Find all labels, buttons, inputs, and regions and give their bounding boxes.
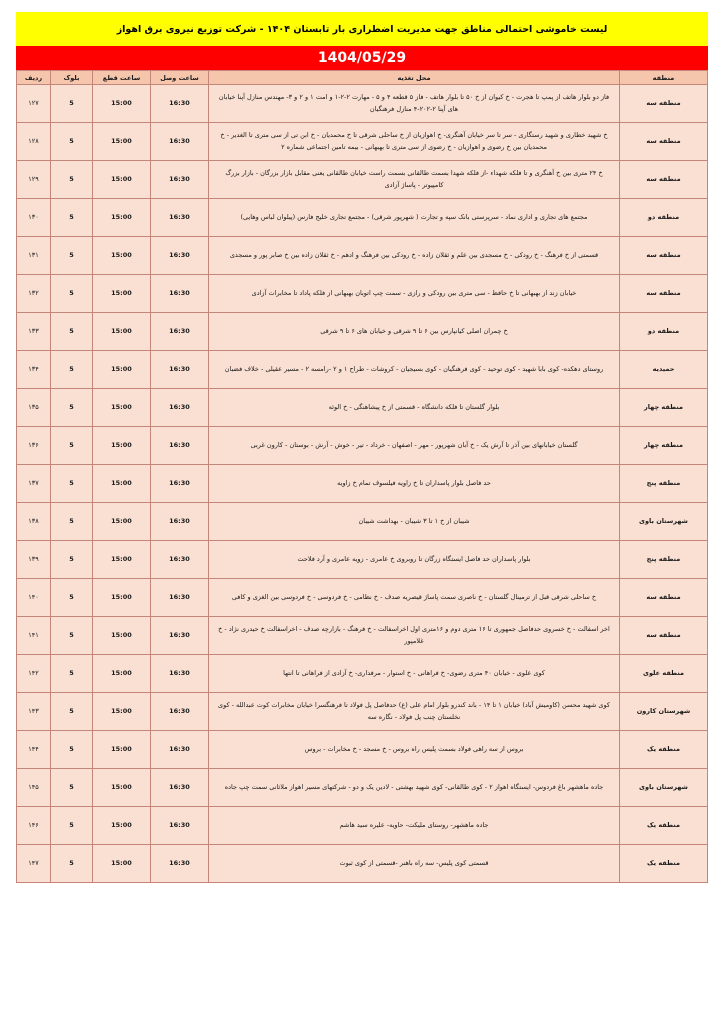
cell-location: خ ساحلی شرقی قبل از ترمینال گلستان - خ ناصری سمت پاساژ قیصریه صدف - خ نظامی - خ فردوسی - خ فردوسی بین الغزی و کافی: [209, 579, 620, 617]
table-row: [17, 161, 708, 199]
column-header-block: بلوک: [51, 71, 93, 85]
cell-time-on: 16:30: [151, 85, 209, 123]
cell-location: فاز دو بلوار هاتف از پمپ تا هجرت - خ کیوان از خ ۵۰ تا بلوار هاتف - فاز ۵ قطعه ۴ و ۵ - مهارت ۲-۲-۱ و امت ۱ و ۲ و ۳- مهندس منازل آپنا خیابان های آپنا ۲-۲۰۲-۴ منازل فرهنگیان: [209, 85, 620, 123]
cell-time-off: 15:00: [93, 313, 151, 351]
cell-location: قسمتی از خ فرهنگ - خ رودکی - خ مسجدی بین علم و ثقلان زاده - خ رودکی بین فرهنگ و ادهم - خ ثقلان زاده بین خ صابر پور و مسجدی: [209, 237, 620, 275]
cell-index: ۱۴۷: [17, 845, 51, 883]
cell-time-on: 16:30: [151, 465, 209, 503]
cell-index: ۱۲۷: [17, 85, 51, 123]
cell-index: ۱۴۶: [17, 807, 51, 845]
cell-index: ۱۳۷: [17, 465, 51, 503]
table-row: [17, 579, 708, 617]
cell-location: اخر اسفالت - خ خسروی حدفاصل جمهوری تا ۱۶ متری دوم و ۱۶متری اول اخراسفالت - خ فرهنگ - بازارچه صدف - اخراسفالت خ حیدری نژاد - خ غلامپور: [209, 617, 620, 655]
cell-time-off: 15:00: [93, 199, 151, 237]
cell-time-on: 16:30: [151, 313, 209, 351]
table-row: [17, 731, 708, 769]
cell-time-on: 16:30: [151, 351, 209, 389]
cell-time-on: 16:30: [151, 655, 209, 693]
cell-district: منطقه یک: [620, 731, 708, 769]
column-header-time-on: ساعت وصل: [151, 71, 209, 85]
cell-district: منطقه یک: [620, 807, 708, 845]
cell-time-off: 15:00: [93, 617, 151, 655]
cell-index: ۱۴۵: [17, 769, 51, 807]
cell-time-on: 16:30: [151, 693, 209, 731]
cell-district: منطقه سه: [620, 123, 708, 161]
cell-district: شهرستان کارون: [620, 693, 708, 731]
cell-time-off: 15:00: [93, 427, 151, 465]
cell-index: ۱۳۰: [17, 199, 51, 237]
cell-block: 5: [51, 123, 93, 161]
cell-district: حمیدیه: [620, 351, 708, 389]
table-row: [17, 845, 708, 883]
cell-location: بلوار پاسداران حد فاصل ایستگاه زرگان تا روبروی خ عامری - زویه عامری و آرد فلاحت: [209, 541, 620, 579]
cell-block: 5: [51, 693, 93, 731]
table-row: [17, 389, 708, 427]
cell-time-on: 16:30: [151, 845, 209, 883]
cell-block: 5: [51, 237, 93, 275]
table-row: [17, 123, 708, 161]
cell-time-on: 16:30: [151, 731, 209, 769]
cell-district: شهرستان باوی: [620, 769, 708, 807]
cell-time-off: 15:00: [93, 807, 151, 845]
cell-location: مجتمع های تجاری و اداری نماد - سرپرستی بانک سپه و تجارت ( شهرپور شرقی) - مجتمع تجاری خلیج فارس (پیلوان لباس وهایی): [209, 199, 620, 237]
column-header-location: محل تغذیه: [209, 71, 620, 85]
cell-time-on: 16:30: [151, 579, 209, 617]
cell-location: شیبان از خ ۱ تا ۳ شیبان - بهداشت شیبان: [209, 503, 620, 541]
cell-block: 5: [51, 541, 93, 579]
cell-location: حد فاصل بلوار پاسداران تا خ زاویه فیلسوف تمام خ زاویه: [209, 465, 620, 503]
cell-location: کوی علوی - خیابان ۴۰ متری رضوی- خ فراهانی - خ استوار - مرفداری- خ آزادی از فراهانی تا انتها: [209, 655, 620, 693]
cell-time-on: 16:30: [151, 123, 209, 161]
cell-block: 5: [51, 769, 93, 807]
cell-time-off: 15:00: [93, 123, 151, 161]
cell-index: ۱۴۱: [17, 617, 51, 655]
cell-location: کوی شهید محسن (کاومیش آباد) خیابان ۱ تا ۱۴ - باند کندرو بلوار امام علی (ع) حدفاصل پل فولاد تا فرهنگسرا خیابان مخابرات کوت عبدالله - کوی نخلستان چنب پل فولاد - نگاره سه: [209, 693, 620, 731]
cell-district: منطقه پنج: [620, 465, 708, 503]
cell-time-on: 16:30: [151, 161, 209, 199]
cell-time-off: 15:00: [93, 503, 151, 541]
cell-index: ۱۲۹: [17, 161, 51, 199]
cell-location: خیابان زند از بهبهانی تا خ حافظ - سی متری بین رودکی و رازی - سمت چپ اتوبان بهبهانی از فلکه پاداد تا مخابرات آزادی: [209, 275, 620, 313]
cell-time-on: 16:30: [151, 389, 209, 427]
table-row: [17, 617, 708, 655]
cell-district: منطقه سه: [620, 161, 708, 199]
table-row: [17, 769, 708, 807]
cell-index: ۱۳۳: [17, 313, 51, 351]
cell-time-on: 16:30: [151, 807, 209, 845]
cell-time-off: 15:00: [93, 161, 151, 199]
table-row: [17, 465, 708, 503]
cell-index: ۱۳۲: [17, 275, 51, 313]
cell-location: روستای دهکده- کوی بابا شهید - کوی توحید - کوی فرهنگیان - کوی بسیجیان - کروشات - طراح ۱ و ۲ -رامسه ۲ - مسیر عقیلی - خلاف فضبان: [209, 351, 620, 389]
cell-block: 5: [51, 845, 93, 883]
cell-location: بلوار گلستان تا فلکه دانشگاه - قسمتی از خ پیشاهنگی - خ الوئه: [209, 389, 620, 427]
cell-district: منطقه سه: [620, 579, 708, 617]
cell-district: منطقه سه: [620, 617, 708, 655]
table-header: [17, 71, 708, 85]
cell-index: ۱۴۲: [17, 655, 51, 693]
cell-district: منطقه چهار: [620, 427, 708, 465]
column-header-district: منطقه: [620, 71, 708, 85]
table-row: [17, 541, 708, 579]
cell-index: ۱۳۶: [17, 427, 51, 465]
cell-location: خ چمران اصلی کیانپارس بین ۶ تا ۹ شرقی و خیابان های ۶ تا ۹ شرقی: [209, 313, 620, 351]
cell-time-on: 16:30: [151, 541, 209, 579]
cell-location: جاده ماهشهر- روستای ملیکت- حاویه- علیره سید هاشم: [209, 807, 620, 845]
table-row: [17, 693, 708, 731]
cell-location: قسمتی کوی پلیس- سه راه باهنر -قسمتی از کوی ثبوت: [209, 845, 620, 883]
cell-block: 5: [51, 807, 93, 845]
cell-location: گلستان خیابانهای بین آذر تا آرش یک - خ آبان شهرپور - مهر - اصفهان - خرداد - تیر - خوش - آرش - بوستان - کارون غربی: [209, 427, 620, 465]
cell-time-on: 16:30: [151, 199, 209, 237]
cell-location: خ شهید خطاری و شهید رستگاری - سر تا سر خیابان آهنگری- خ اهوازیان از خ ساحلی شرقی تا خ محمدیان - خ ابن تی از سی متری تا الغدیر - خ محمدیان بین خ رضوی و اهوازیان - خ رضوی از سی متری تا بهبهانی - بیمه تامین اجتماعی شماره ۲: [209, 123, 620, 161]
cell-index: ۱۳۴: [17, 351, 51, 389]
cell-block: 5: [51, 465, 93, 503]
cell-block: 5: [51, 313, 93, 351]
table-body: [17, 85, 708, 883]
cell-time-off: 15:00: [93, 541, 151, 579]
date-banner: [16, 46, 708, 70]
cell-block: 5: [51, 579, 93, 617]
cell-index: ۱۴۰: [17, 579, 51, 617]
table-row: [17, 427, 708, 465]
cell-block: 5: [51, 161, 93, 199]
cell-block: 5: [51, 731, 93, 769]
cell-block: 5: [51, 275, 93, 313]
table-row: [17, 199, 708, 237]
cell-district: منطقه دو: [620, 313, 708, 351]
cell-district: منطقه سه: [620, 275, 708, 313]
cell-time-off: 15:00: [93, 237, 151, 275]
table-row: [17, 237, 708, 275]
cell-time-on: 16:30: [151, 769, 209, 807]
cell-time-off: 15:00: [93, 655, 151, 693]
cell-time-on: 16:30: [151, 237, 209, 275]
cell-time-off: 15:00: [93, 465, 151, 503]
cell-index: ۱۳۱: [17, 237, 51, 275]
cell-time-off: 15:00: [93, 731, 151, 769]
cell-index: ۱۳۹: [17, 541, 51, 579]
cell-time-off: 15:00: [93, 85, 151, 123]
cell-time-off: 15:00: [93, 275, 151, 313]
cell-block: 5: [51, 503, 93, 541]
cell-time-off: 15:00: [93, 693, 151, 731]
cell-block: 5: [51, 389, 93, 427]
table-row: [17, 351, 708, 389]
cell-block: 5: [51, 199, 93, 237]
cell-time-on: 16:30: [151, 617, 209, 655]
table-header-row: [17, 71, 708, 85]
page-title: لیست خاموشی احتمالی مناطق جهت مدیریت اضطراری بار تابستان ۱۴۰۴ - شرکت توزیع نیروی برق اهواز: [116, 23, 608, 35]
cell-block: 5: [51, 427, 93, 465]
schedule-date: 1404/05/29: [317, 50, 407, 66]
cell-time-on: 16:30: [151, 275, 209, 313]
cell-index: ۱۲۸: [17, 123, 51, 161]
table-row: [17, 275, 708, 313]
table-row: [17, 655, 708, 693]
cell-time-off: 15:00: [93, 389, 151, 427]
column-header-index: ردیف: [17, 71, 51, 85]
cell-block: 5: [51, 85, 93, 123]
cell-location: جاده ماهشهر باغ فردوس- ایستگاه اهواز ۲ - کوی طالقانی- کوی شهید بهشتی - لادین یک و دو - شرکتهای مسیر اهواز ملاثانی سمت چپ جاده: [209, 769, 620, 807]
cell-block: 5: [51, 351, 93, 389]
cell-time-off: 15:00: [93, 351, 151, 389]
cell-time-off: 15:00: [93, 845, 151, 883]
cell-time-off: 15:00: [93, 769, 151, 807]
cell-district: منطقه سه: [620, 237, 708, 275]
cell-index: ۱۳۵: [17, 389, 51, 427]
column-header-time-off: ساعت قطع: [93, 71, 151, 85]
title-banner: [16, 12, 708, 46]
cell-time-off: 15:00: [93, 579, 151, 617]
cell-location: خ ۲۴ متری بین خ آهنگری و تا فلکه شهداء -از فلکه شهدا بسمت طالقانی بسمت راست خیابان طالقانی یعنی مقابل بازار بزرگان - بازار بزرگ کامپیوتر - پاساژ آزادی: [209, 161, 620, 199]
outage-table: [16, 70, 708, 883]
cell-district: منطقه یک: [620, 845, 708, 883]
cell-district: منطقه سه: [620, 85, 708, 123]
table-row: [17, 85, 708, 123]
cell-time-on: 16:30: [151, 503, 209, 541]
cell-district: منطقه علوی: [620, 655, 708, 693]
table-row: [17, 503, 708, 541]
table-row: [17, 807, 708, 845]
cell-district: منطقه پنج: [620, 541, 708, 579]
cell-district: منطقه دو: [620, 199, 708, 237]
cell-district: شهرستان باوی: [620, 503, 708, 541]
table-row: [17, 313, 708, 351]
cell-block: 5: [51, 617, 93, 655]
cell-index: ۱۴۴: [17, 731, 51, 769]
cell-index: ۱۳۸: [17, 503, 51, 541]
cell-block: 5: [51, 655, 93, 693]
cell-index: ۱۴۳: [17, 693, 51, 731]
cell-time-on: 16:30: [151, 427, 209, 465]
cell-district: منطقه چهار: [620, 389, 708, 427]
cell-location: بروس از سه راهی فولاد بسمت پلیس راه بروس - خ مسجد - خ مخابرات - بروس: [209, 731, 620, 769]
